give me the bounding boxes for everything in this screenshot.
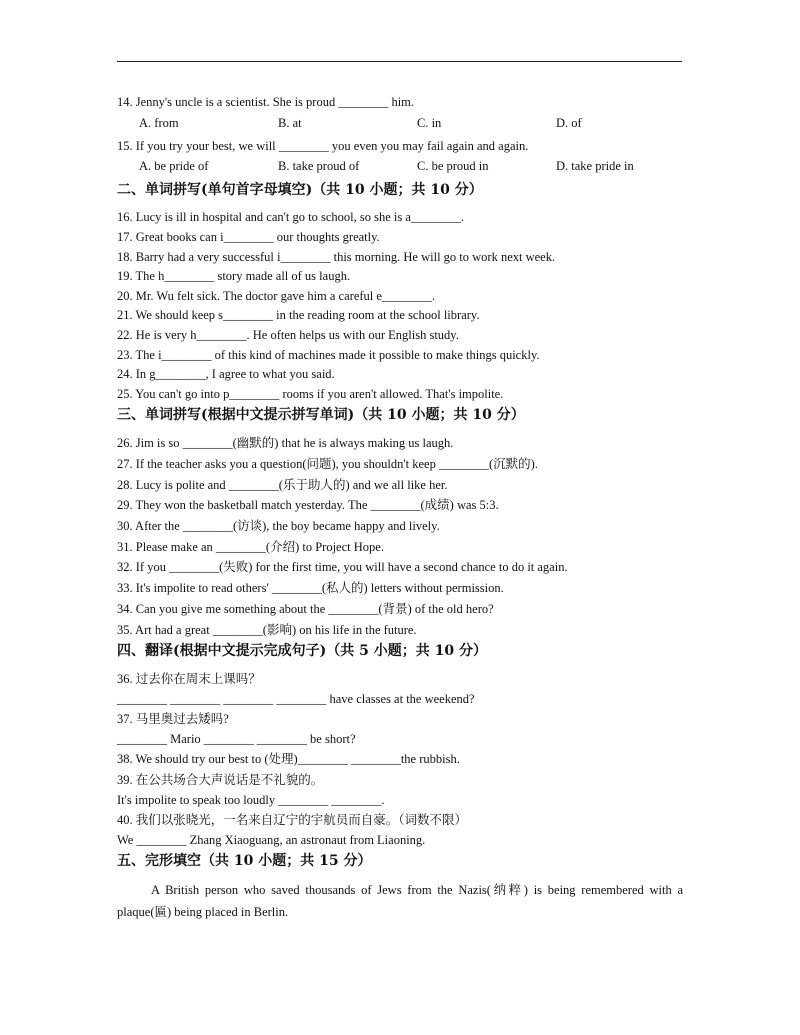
question-39-answer-line: It's impolite to speak too loudly ________ ________.: [117, 793, 385, 807]
question-28: 28. Lucy is polite and ________(乐于助人的) and we all like her.: [117, 478, 448, 492]
question-15-option-c: C. be proud in: [417, 159, 489, 173]
question-17: 17. Great books can i________ our thoughts greatly.: [117, 230, 380, 244]
question-26: 26. Jim is so ________(幽默的) that he is always making us laugh.: [117, 436, 454, 450]
question-14-option-a: A. from: [139, 116, 179, 130]
question-14-option-c: C. in: [417, 116, 442, 130]
question-15-option-b: B. take proud of: [278, 159, 360, 173]
question-23: 23. The i________ of this kind of machines made it possible to make things quickly.: [117, 348, 540, 362]
section-2-heading: 二、单词拼写(单句首字母填空)（共 10 小题；共 10 分）: [117, 182, 483, 198]
question-14-option-d: D. of: [556, 116, 582, 130]
question-36-prompt: 36. 过去你在周末上课吗？: [117, 672, 261, 686]
question-29: 29. They won the basketball match yesterday. The ________(成绩) was 5:3.: [117, 498, 499, 512]
question-37-answer-line: ________ Mario ________ ________ be short?: [117, 732, 356, 746]
question-32: 32. If you ________(失败) for the first time, you will have a second chance to do it again.: [117, 560, 568, 574]
question-40-answer-line: We ________ Zhang Xiaoguang, an astronaut from Liaoning.: [117, 833, 426, 847]
section-5-heading: 五、完形填空（共 10 小题；共 15 分）: [117, 853, 372, 869]
question-27: 27. If the teacher asks you a question(问题), you shouldn't keep ________(沉默的).: [117, 457, 538, 471]
question-15-stem: 15. If you try your best, we will ________ you even you may fail again and again.: [117, 139, 529, 153]
header-rule: [117, 61, 682, 62]
cloze-passage: A British person who saved thousands of Jews from the Nazis(纳粹) is being remembered with a plaque(匾) being placed in Berlin.: [117, 883, 683, 919]
question-19: 19. The h________ story made all of us laugh.: [117, 269, 351, 283]
question-30: 30. After the ________(访谈), the boy became happy and lively.: [117, 519, 440, 533]
question-15-option-d: D. take pride in: [556, 159, 634, 173]
question-35: 35. Art had a great ________(影响) on his life in the future.: [117, 623, 417, 637]
question-20: 20. Mr. Wu felt sick. The doctor gave him a careful e________.: [117, 289, 436, 303]
question-25: 25. You can't go into p________ rooms if you aren't allowed. That's impolite.: [117, 387, 504, 401]
question-34: 34. Can you give me something about the ________(背景) of the old hero?: [117, 602, 494, 616]
section-3-heading: 三、单词拼写(根据中文提示拼写单词)（共 10 小题；共 10 分）: [117, 407, 525, 423]
question-31: 31. Please make an ________(介绍) to Project Hope.: [117, 540, 384, 554]
question-18: 18. Barry had a very successful i________ this morning. He will go to work next week.: [117, 250, 556, 264]
question-14-option-b: B. at: [278, 116, 302, 130]
question-38: 38. We should try our best to (处理)________ ________the rubbish.: [117, 752, 460, 766]
question-24: 24. In g________, I agree to what you said.: [117, 367, 335, 381]
question-40-prompt: 40. 我们以张晓光，一名来自辽宁的宇航员而自豪。（词数不限）: [117, 813, 468, 827]
question-16: 16. Lucy is ill in hospital and can't go to school, so she is a________.: [117, 210, 465, 224]
question-15-option-a: A. be pride of: [139, 159, 209, 173]
question-36-answer-line: ________ ________ ________ ________ have classes at the weekend?: [117, 692, 475, 706]
question-21: 21. We should keep s________ in the reading room at the school library.: [117, 308, 480, 322]
question-15-options: [139, 158, 685, 174]
question-37-prompt: 37. 马里奥过去矮吗?: [117, 712, 229, 726]
section-4-heading: 四、翻译(根据中文提示完成句子)（共 5 小题；共 10 分）: [117, 643, 487, 659]
question-22: 22. He is very h________. He often helps us with our English study.: [117, 328, 459, 342]
question-14-options: [139, 115, 685, 131]
question-39-prompt: 39. 在公共场合大声说话是不礼貌的。: [117, 773, 324, 787]
question-33: 33. It's impolite to read others' ________(私人的) letters without permission.: [117, 581, 504, 595]
question-14-stem: 14. Jenny's uncle is a scientist. She is proud ________ him.: [117, 95, 415, 109]
